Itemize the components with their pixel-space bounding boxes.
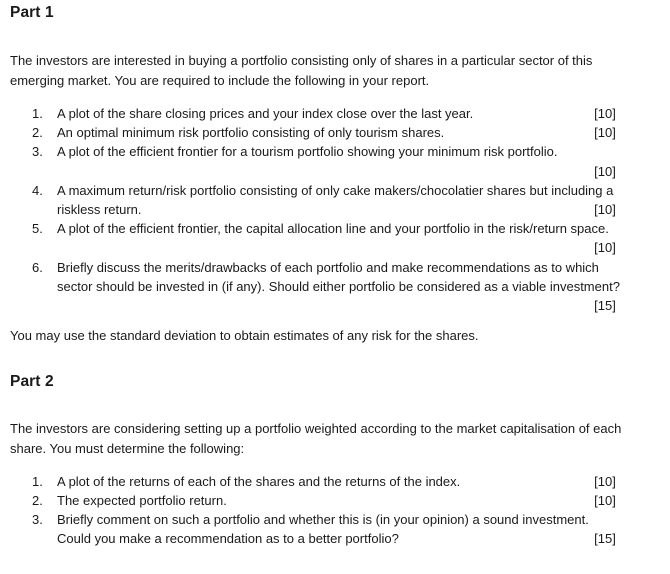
part1-intro [10, 51, 650, 90]
part1-item-5-mark: [10] [594, 240, 616, 255]
part2-intro-line: share. You must determine the following: [10, 440, 245, 456]
item-number: 3. [32, 512, 43, 527]
part2-item-1-mark: [10] [594, 474, 616, 489]
part2-item-2-mark: [10] [594, 493, 616, 508]
item-text: Briefly discuss the merits/drawbacks of each portfolio and make recommendations as to which [57, 260, 599, 275]
part1-item-3-mark: [10] [594, 164, 616, 179]
item-text: An optimal minimum risk portfolio consisting of only tourism shares. [57, 125, 445, 140]
item-text: A plot of the returns of each of the shares and the returns of the index. [57, 474, 461, 489]
part1-intro-line: emerging market. You are required to include the following in your report. [10, 72, 430, 88]
item-text: A plot of the efficient frontier, the capital allocation line and your portfolio in the risk/return space. [57, 221, 609, 236]
item-text: A plot of the share closing prices and your index close over the last year. [57, 106, 474, 121]
item-number: 2. [32, 125, 43, 140]
part2-heading: Part 2 [10, 373, 54, 390]
part1-item-1-mark: [10] [594, 106, 616, 121]
part2-intro-line: The investors are considering setting up a portfolio weighted according to the market capitalisation of each [10, 421, 622, 436]
item-text: A plot of the efficient frontier for a tourism portfolio showing your minimum risk portfolio. [57, 144, 558, 159]
item-text: The expected portfolio return. [57, 493, 227, 508]
part2-intro [10, 419, 650, 458]
item-number: 2. [32, 493, 43, 508]
part2-item-3-mark: [15] [594, 531, 616, 546]
item-number: 5. [32, 221, 43, 236]
item-number: 1. [32, 106, 43, 121]
part1-intro-line: The investors are interested in buying a portfolio consisting only of shares in a particular sector of this [10, 53, 593, 68]
item-text-continued: sector should be invested in (if any). Should either portfolio be considered as a viable investment? [57, 279, 620, 294]
part1-item-4-mark: [10] [594, 202, 616, 217]
part1-item-6-mark: [15] [594, 298, 616, 313]
item-text: A maximum return/risk portfolio consisting of only cake makers/chocolatier shares but including a [57, 183, 614, 198]
item-number: 6. [32, 260, 43, 275]
item-text-continued: Could you make a recommendation as to a better portfolio? [57, 531, 399, 546]
item-number: 4. [32, 183, 43, 198]
part1-heading: Part 1 [10, 4, 54, 21]
item-number: 3. [32, 144, 43, 159]
item-text-continued: riskless return. [57, 202, 142, 217]
part1-note: You may use the standard deviation to obtain estimates of any risk for the shares. [10, 328, 479, 343]
item-number: 1. [32, 474, 43, 489]
part1-item-2-mark: [10] [594, 125, 616, 140]
item-text: Briefly comment on such a portfolio and whether this is (in your opinion) a sound investment. [57, 512, 589, 527]
